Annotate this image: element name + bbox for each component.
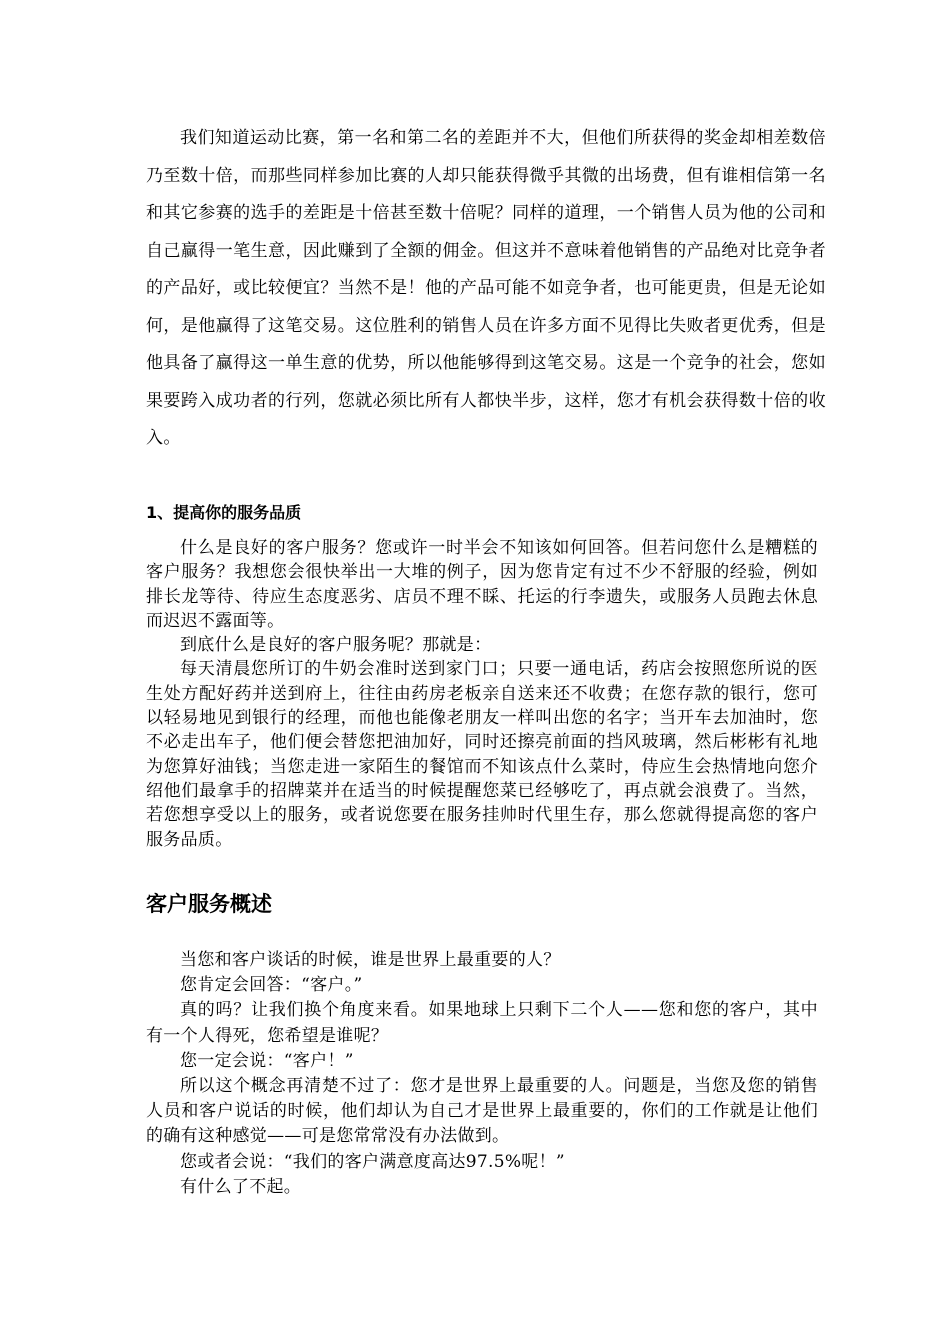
service-quality-body — [146, 536, 818, 852]
paragraph: 您或者会说：“我们的客户满意度高达97.5%呢！” — [180, 1151, 565, 1172]
section-heading-customer-service-overview: 客户服务概述 — [146, 892, 272, 916]
section-heading-service-quality: 1、提高你的服务品质 — [146, 503, 302, 522]
paragraph: 真的吗？让我们换个角度来看。如果地球上只剩下二个人——您和您的客户，其中有一个人得死，您希望是谁呢？ — [146, 1000, 818, 1046]
intro-paragraph: 我们知道运动比赛，第一名和第二名的差距并不大，但他们所获得的奖金却相差数倍乃至数十倍，而那些同样参加比赛的人却只能获得微乎其微的出场费，但有谁相信第一名和其它参赛的选手的差距是十倍甚至数十倍呢？同样的道理，一个销售人员为他的公司和自己赢得一笔生意，因此赚到了全额的佣金。但这并不意味着他销售的产品绝对比竞争者的产品好，或比较便宜？当然不是！他的产品可能不如竞争者，也可能更贵，但是无论如何，是他赢得了这笔交易。这位胜利的销售人员在许多方面不见得比失败者更优秀，但是他具备了赢得这一单生意的优势，所以他能够得到这笔交易。这是一个竞争的社会，您如果要跨入成功者的行列，您就必须比所有人都快半步，这样，您才有机会获得数十倍的收入。 — [146, 128, 826, 448]
paragraph: 当您和客户谈话的时候，谁是世界上最重要的人？ — [180, 950, 561, 970]
paragraph: 所以这个概念再清楚不过了：您才是世界上最重要的人。问题是，当您及您的销售人员和客户说话的时候，他们却认为自己才是世界上最重要的，你们的工作就是让他们的确有这种感觉——可是您常常没有办法做到。 — [146, 1076, 818, 1147]
paragraph: 什么是良好的客户服务？您或许一时半会不知该如何回答。但若问您什么是糟糕的客户服务？我想您会很快举出一大堆的例子，因为您肯定有过不少不舒服的经验，例如排长龙等待、待应生态度恶劣、店员不理不睬、托运的行李遗失，或服务人员跑去休息而迟迟不露面等。 — [146, 538, 818, 631]
paragraph: 每天清晨您所订的牛奶会准时送到家门口；只要一通电话，药店会按照您所说的医生处方配好药并送到府上，往往由药房老板亲自送来还不收费；在您存款的银行，您可以轻易地见到银行的经理，而他也能像老朋友一样叫出您的名字；当开车去加油时，您不必走出车子，他们便会替您把油加好，同时还擦亮前面的挡风玻璃，然后彬彬有礼地为您算好油钱；当您走进一家陌生的餐馆而不知该点什么菜时，侍应生会热情地向您介绍他们最拿手的招牌菜并在适当的时候提醒您菜已经够吃了，再点就会浪费了。当然，若您想享受以上的服务，或者说您要在服务挂帅时代里生存，那么您就得提高您的客户服务品质。 — [146, 659, 818, 850]
intro-section — [146, 120, 826, 458]
paragraph: 您一定会说：“客户！” — [180, 1050, 354, 1071]
paragraph: 有什么了不起。 — [180, 1176, 302, 1197]
customer-service-overview-body — [146, 948, 818, 1200]
paragraph: 到底什么是良好的客户服务呢？那就是： — [180, 635, 492, 656]
paragraph: 您肯定会回答：“客户。” — [180, 975, 363, 996]
